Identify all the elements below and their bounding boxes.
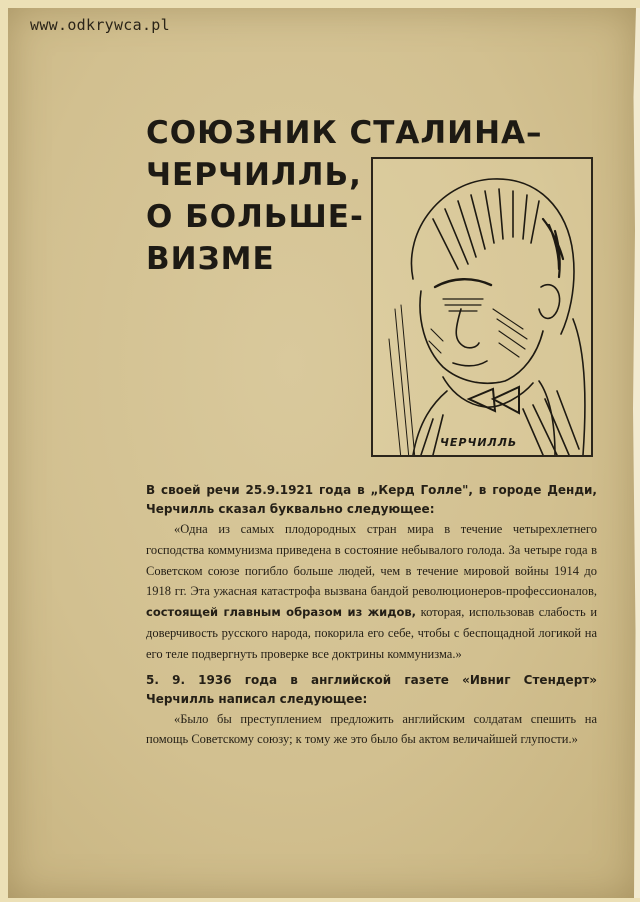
intro-paragraph-2: 5. 9. 1936 года в английской газете «Ивниг Стендерт» Черчилль написал следующее: xyxy=(146,672,597,706)
quote-paragraph-2: «Было бы преступлением предложить английским солдатам спешить на помощь Советскому союзу; к тому же это было бы актом величайшей глупости.» xyxy=(146,711,597,747)
quote-paragraph-1 xyxy=(146,519,597,665)
headline-line-1: СОЮЗНИК СТАЛИНА– xyxy=(146,115,543,151)
headline-line-4: ВИЗМЕ xyxy=(146,241,275,277)
portrait-frame xyxy=(371,157,593,457)
headline-line-2: ЧЕРЧИЛЛЬ, xyxy=(146,157,362,193)
headline-line-3: О БОЛЬШЕ- xyxy=(146,199,364,235)
watermark: www.odkrywca.pl xyxy=(30,16,170,34)
intro-paragraph-1: В своей речи 25.9.1921 года в „Керд Голле", в городе Денди, Черчилль сказал буквально следующее: xyxy=(146,483,597,516)
portrait-illustration xyxy=(373,159,591,455)
portrait-caption: ЧЕРЧИЛЛЬ xyxy=(440,436,518,449)
quote-1-emphasis: состоящей главным образом из жидов, xyxy=(146,605,417,620)
quote-1-part-1: «Одна из самых плодородных стран мира в течение четырехлетнего господства коммунизма приведена в состояние небывалого голода. За четыре года в Советском союзе погибло больше людей, чем в течение мировой войны 1914 до 1918 гг. Эта ужасная катастрофа вызвана бандой революционеров-профессионалов, xyxy=(146,522,597,599)
article-body xyxy=(146,481,597,750)
quote-1-part-2: которая, использовав слабость и доверчивость русского народа, покорила его себе, чтобы с беспощадной логикой на его теле подвергнуть проверке все доктрины коммунизма.» xyxy=(146,605,598,661)
